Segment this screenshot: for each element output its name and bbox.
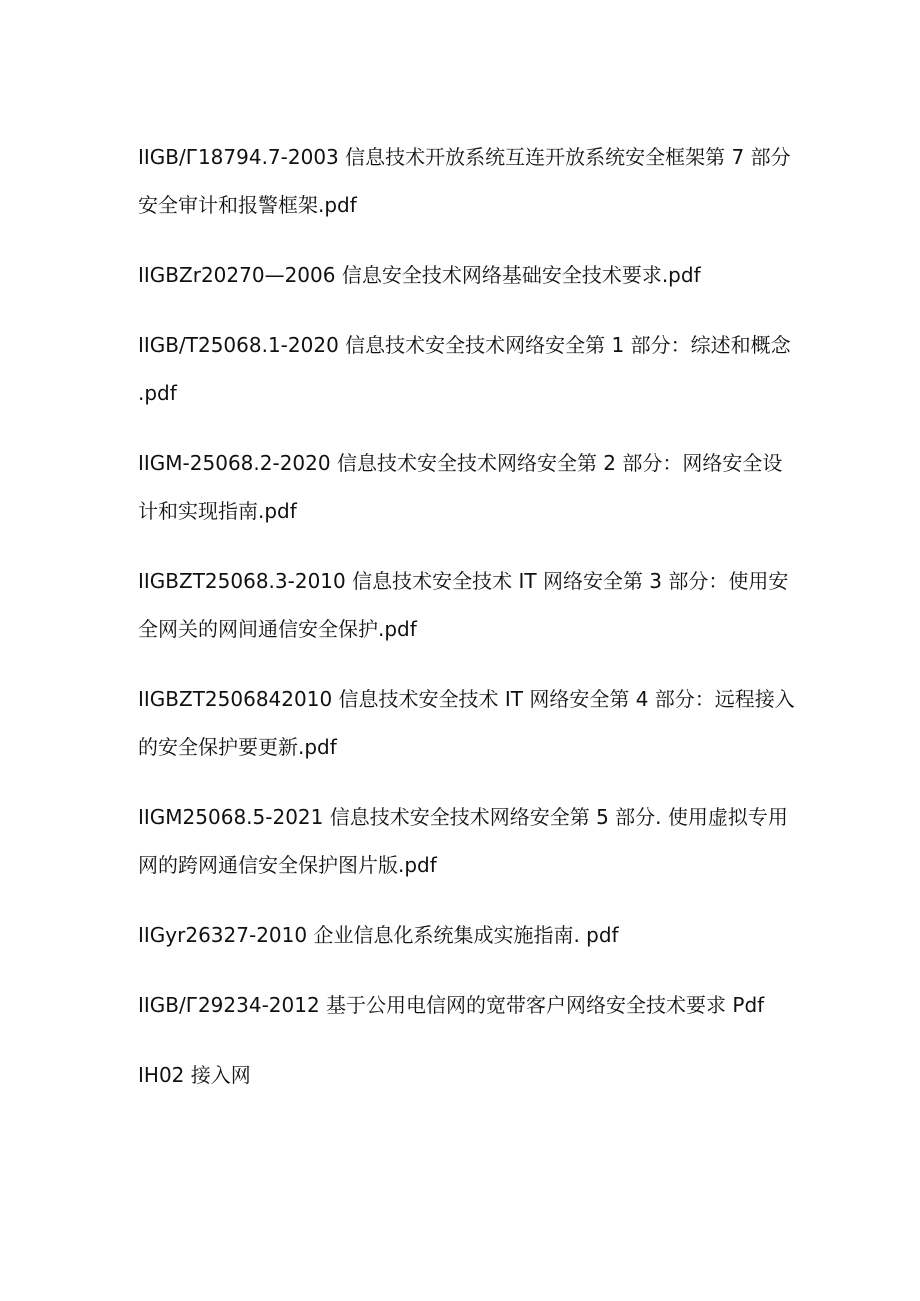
file-entry-7 (138, 793, 798, 889)
file-entry-3 (138, 321, 798, 417)
entry-line: IIGM25068.5-2021 信息技术安全技术网络安全第 5 部分. 使用虚拟专用 (138, 805, 788, 829)
entry-line: IIGM-25068.2-2020 信息技术安全技术网络安全第 2 部分：网络安全设 (138, 451, 783, 475)
file-entry-1 (138, 133, 798, 229)
entry-line: IIGBZT2506842010 信息技术安全技术 IT 网络安全第 4 部分：远程接入 (138, 687, 795, 711)
file-entry-5 (138, 557, 798, 653)
file-entry-4 (138, 439, 798, 535)
entry-line: .pdf (138, 381, 177, 405)
entry-line: IH02 接入网 (138, 1063, 251, 1087)
file-entry-9 (138, 981, 798, 1029)
entry-line: IIGB/Г18794.7-2003 信息技术开放系统互连开放系统安全框架第 7 部分 (138, 145, 791, 169)
document-body (138, 133, 798, 1121)
entry-line: 安全审计和报警框架.pdf (138, 193, 357, 217)
entry-line: IIGBZr20270—2006 信息安全技术网络基础安全技术要求.pdf (138, 263, 701, 287)
entry-line: 的安全保护要更新.pdf (138, 735, 337, 759)
file-entry-2 (138, 251, 798, 299)
file-entry-8 (138, 911, 798, 959)
entry-line: 网的跨网通信安全保护图片版.pdf (138, 853, 437, 877)
entry-line: 全网关的网间通信安全保护.pdf (138, 617, 417, 641)
entry-line: IIGB/T25068.1-2020 信息技术安全技术网络安全第 1 部分：综述和概念 (138, 333, 791, 357)
entry-line: 计和实现指南.pdf (138, 499, 297, 523)
entry-line: IIGB/Г29234-2012 基于公用电信网的宽带客户网络安全技术要求 Pdf (138, 993, 765, 1017)
entry-line: IIGBZT25068.3-2010 信息技术安全技术 IT 网络安全第 3 部分：使用安 (138, 569, 789, 593)
file-entry-10 (138, 1051, 798, 1099)
entry-line: IIGyr26327-2010 企业信息化系统集成实施指南. pdf (138, 923, 619, 947)
file-entry-6 (138, 675, 798, 771)
